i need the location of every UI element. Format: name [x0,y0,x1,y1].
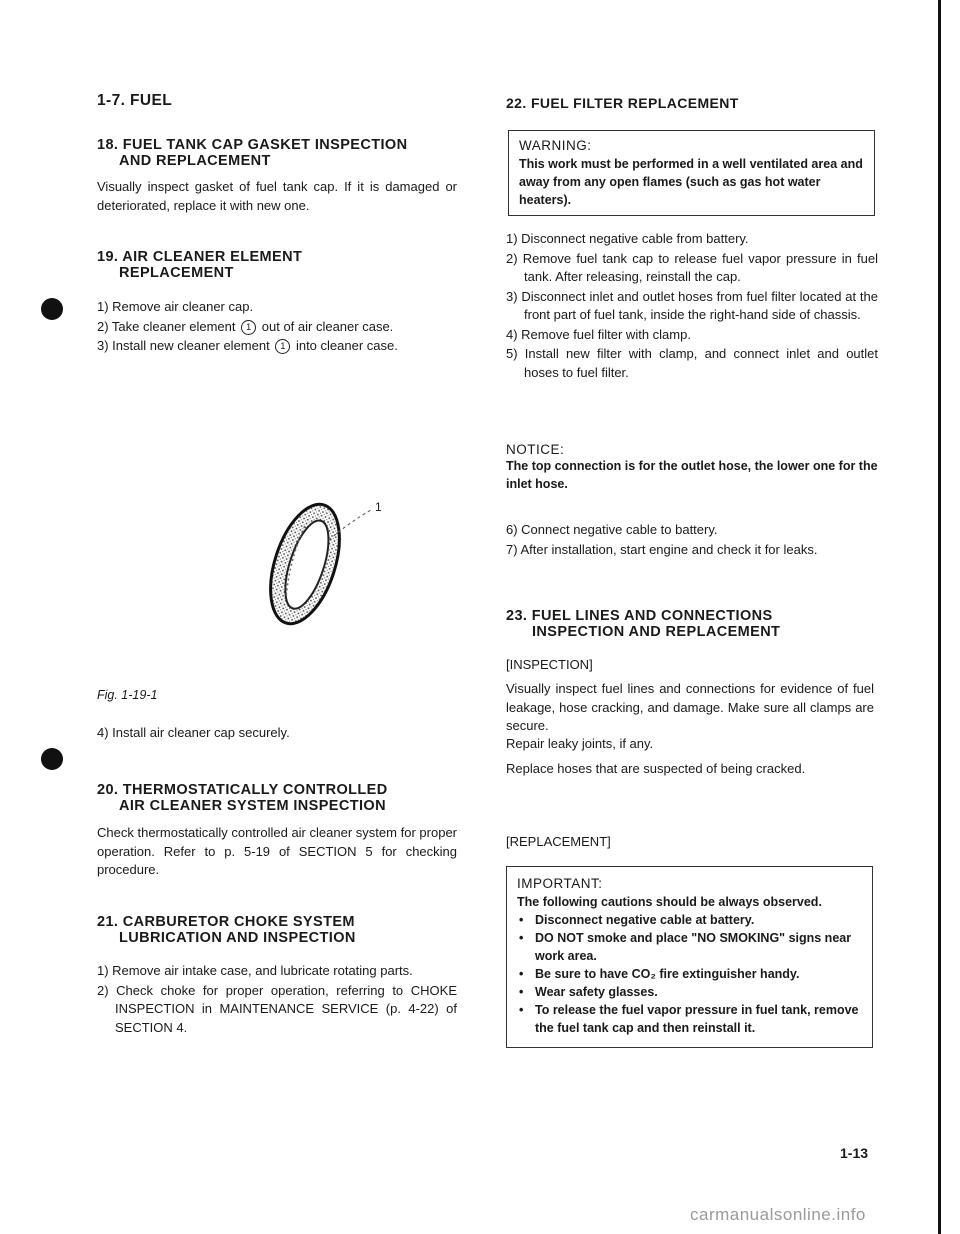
warning-text: This work must be performed in a well ventilated area and away from any open flames (such as gas hot water heaters). [519,157,863,207]
notice-block [506,442,878,493]
important-list [517,911,862,1037]
notice-heading: NOTICE: [506,442,565,457]
section-21-step-2: 2) Check choke for proper operation, referring to CHOKE INSPECTION in MAINTENANCE SERVICE (p. 4-22) of SECTION 4. [97,982,457,1035]
section-20-title-line2: AIR CLEANER SYSTEM INSPECTION [119,798,386,814]
section-19-step-2 [97,318,457,337]
figure-caption: Fig. 1-19-1 [97,688,158,702]
important-item: • Wear safety glasses. [517,983,862,1001]
important-heading: IMPORTANT: [517,876,603,891]
section-21-title-line1: 21. CARBURETOR CHOKE SYSTEM [97,914,355,930]
inspection-label: [INSPECTION] [506,657,593,672]
section-22-step: 5) Install new filter with clamp, and connect inlet and outlet hoses to fuel filter. [506,346,878,380]
important-intro: The following cautions should be always observed. [517,895,822,909]
section-22-step: 2) Remove fuel tank cap to release fuel vapor pressure in fuel tank. After releasing, reinstall the cap. [506,250,878,284]
section-19-steps [97,298,457,357]
punch-hole-upper [41,298,63,320]
section-20-title-line1: 20. THERMOSTATICALLY CONTROLLED [97,782,388,798]
important-item: • Be sure to have CO₂ fire extinguisher handy. [517,965,862,983]
figure-callout-1: 1 [375,500,382,514]
section-20-body: Check thermostatically controlled air cleaner system for proper operation. Refer to p. 5-19 of SECTION 5 for checking procedure. [97,825,457,877]
page-number: 1-13 [840,1145,869,1161]
section-22-steps [506,230,878,383]
circled-number-1-icon: 1 [241,320,256,335]
chapter-title: 1-7. FUEL [97,92,173,109]
section-19-step-3-text-b: into cleaner case. [295,338,398,353]
important-item: • To release the fuel vapor pressure in fuel tank, remove the fuel tank cap and then reinstall it. [517,1001,862,1037]
section-23-title [506,608,878,640]
section-23-title-line1: 23. FUEL LINES AND CONNECTIONS [506,608,773,624]
warning-box [508,130,875,216]
section-19-step-4: 4) Install air cleaner cap securely. [97,725,290,740]
section-18-title [97,137,469,169]
section-22-title: 22. FUEL FILTER REPLACEMENT [506,95,739,111]
section-22-step: 3) Disconnect inlet and outlet hoses from fuel filter located at the front part of fuel tank, inside the right-hand side of chassis. [506,288,878,322]
notice-text: The top connection is for the outlet hose, the lower one for the inlet hose. [506,459,878,491]
section-22-step: 6) Connect negative cable to battery. [506,522,718,537]
section-19-title [97,249,469,281]
section-21-steps [97,962,457,1038]
section-19-title-line2: REPLACEMENT [119,265,234,281]
binding-rule [938,0,941,1234]
section-18-body: Visually inspect gasket of fuel tank cap. If it is damaged or deteriorated, replace it with new one. [97,179,457,213]
section-19-title-line1: 19. AIR CLEANER ELEMENT [97,249,303,265]
section-19-step-2-text-b: out of air cleaner case. [261,318,394,334]
section-18-title-line1: 18. FUEL TANK CAP GASKET INSPECTION [97,137,408,153]
section-18-title-line2: AND REPLACEMENT [119,153,271,169]
section-21-title [97,914,469,946]
section-21-title-line2: LUBRICATION AND INSPECTION [119,930,356,946]
section-20-title [97,782,469,814]
section-19-step-3-text-a: 3) Install new cleaner element [97,338,270,353]
important-box [506,866,873,1048]
section-19-step-2-text-a: 2) Take cleaner element [97,318,236,334]
important-item: • Disconnect negative cable at battery. [517,911,862,929]
inspection-body-1: Visually inspect fuel lines and connections for evidence of fuel leakage, hose cracking, and damage. Make sure all clamps are secure. [506,681,874,733]
watermark-text: carmanualsonline.info [690,1205,866,1224]
circled-number-1-icon: 1 [275,339,290,354]
section-23-title-line2: INSPECTION AND REPLACEMENT [532,624,781,640]
section-22-steps-continued [506,521,878,560]
warning-heading: WARNING: [519,138,592,153]
important-item: • DO NOT smoke and place "NO SMOKING" signs near work area. [517,929,862,965]
section-19-step-3 [97,337,457,356]
punch-hole-lower [41,748,63,770]
air-cleaner-element-figure [257,488,377,638]
section-22-step: 7) After installation, start engine and check it for leaks. [506,541,818,557]
section-19-step-1: 1) Remove air cleaner cap. [97,299,254,314]
section-21-step-1: 1) Remove air intake case, and lubricate rotating parts. [97,963,413,978]
replacement-label: [REPLACEMENT] [506,834,611,849]
section-22-step: 4) Remove fuel filter with clamp. [506,326,691,342]
inspection-body-3: Replace hoses that are suspected of being cracked. [506,761,806,776]
inspection-body-2: Repair leaky joints, if any. [506,736,654,751]
section-22-step: 1) Disconnect negative cable from battery. [506,231,749,246]
